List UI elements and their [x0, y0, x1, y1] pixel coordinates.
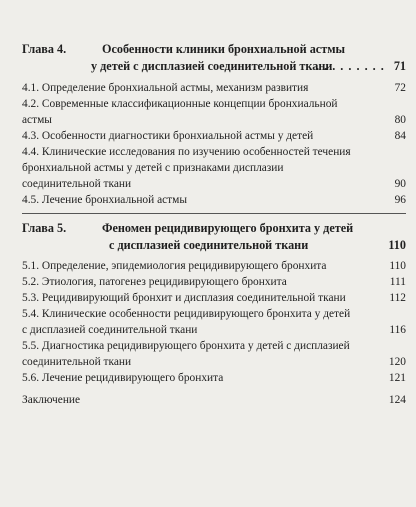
toc-entry-4-5-page: 96: [394, 194, 406, 206]
chapter-4-title-line-1: Особенности клиники бронхиальной астмы: [102, 42, 346, 56]
separator-rule: [22, 213, 406, 214]
toc-entry-4-4-page: 90: [394, 178, 406, 190]
toc-conclusion-page: 124: [388, 394, 406, 406]
toc-entry-5-5: 5.5. Диагностика рецидивирующего бронхита у детей с дисплазией: [22, 340, 350, 352]
toc-entry-4-1-page: 72: [394, 82, 406, 94]
chapter-5-title-line-1: Феномен рецидивирующего бронхита у детей: [102, 221, 354, 235]
toc-entry-5-1: 5.1. Определение, эпидемиология рецидивирующего бронхита: [22, 260, 327, 272]
toc-entry-5-2: 5.2. Этиология, патогенез рецидивирующего бронхита: [22, 276, 287, 288]
toc-entry-5-3: 5.3. Рецидивирующий бронхит и дисплазия соединительной ткани: [22, 292, 346, 304]
toc-entry-5-6-page: 121: [388, 372, 406, 384]
toc-entry-4-2-page: 80: [394, 114, 406, 126]
toc-entry-4-3: 4.3. Особенности диагностики бронхиальной астмы у детей: [22, 130, 314, 142]
toc-entry-4-4-cont-2: соединительной ткани: [22, 178, 132, 190]
chapter-4-heading: [22, 41, 406, 75]
toc-entry-4-4-cont-1: бронхиальной астмы у детей с признаками дисплазии: [22, 162, 284, 174]
chapter-5-heading: [22, 220, 406, 254]
toc-entry-5-6: 5.6. Лечение рецидивирующего бронхита: [22, 372, 224, 384]
chapter-4-title-line-2: у детей с дисплазией соединительной ткани: [91, 59, 333, 73]
toc-entry-4-2-cont: астмы: [22, 114, 52, 126]
chapter-4-leader-dots: . . . . . . . . .: [316, 59, 385, 73]
toc-entry-4-1: 4.1. Определение бронхиальной астмы, механизм развития: [22, 82, 309, 94]
chapter-5-title-line-2: с дисплазией соединительной ткани: [109, 238, 309, 252]
toc-entry-5-5-cont: соединительной ткани: [22, 356, 132, 368]
toc-entry-5-4-page: 116: [389, 324, 406, 336]
toc-entry-4-3-page: 84: [394, 130, 406, 142]
chapter-5-page: 110: [388, 238, 406, 252]
toc-entry-4-2: 4.2. Современные классификационные концепции бронхиальной: [22, 98, 338, 110]
toc-entry-5-2-page: 111: [389, 276, 406, 288]
toc-entry-4-4: 4.4. Клинические исследования по изучению особенностей течения: [22, 146, 351, 158]
toc-entry-4-5: 4.5. Лечение бронхиальной астмы: [22, 194, 188, 206]
toc-entry-5-4: 5.4. Клинические особенности рецидивирующего бронхита у детей: [22, 308, 351, 320]
toc-conclusion: Заключение: [22, 394, 81, 406]
toc-entry-5-4-cont: с дисплазией соединительной ткани: [22, 324, 198, 336]
chapter-5-label: Глава 5.: [22, 221, 67, 235]
toc-entry-5-3-page: 112: [389, 292, 406, 304]
chapter-4-label: Глава 4.: [22, 42, 67, 56]
toc-entry-5-1-page: 110: [389, 260, 406, 272]
toc-entry-5-5-page: 120: [388, 356, 406, 368]
chapter-4-page: 71: [393, 59, 406, 73]
